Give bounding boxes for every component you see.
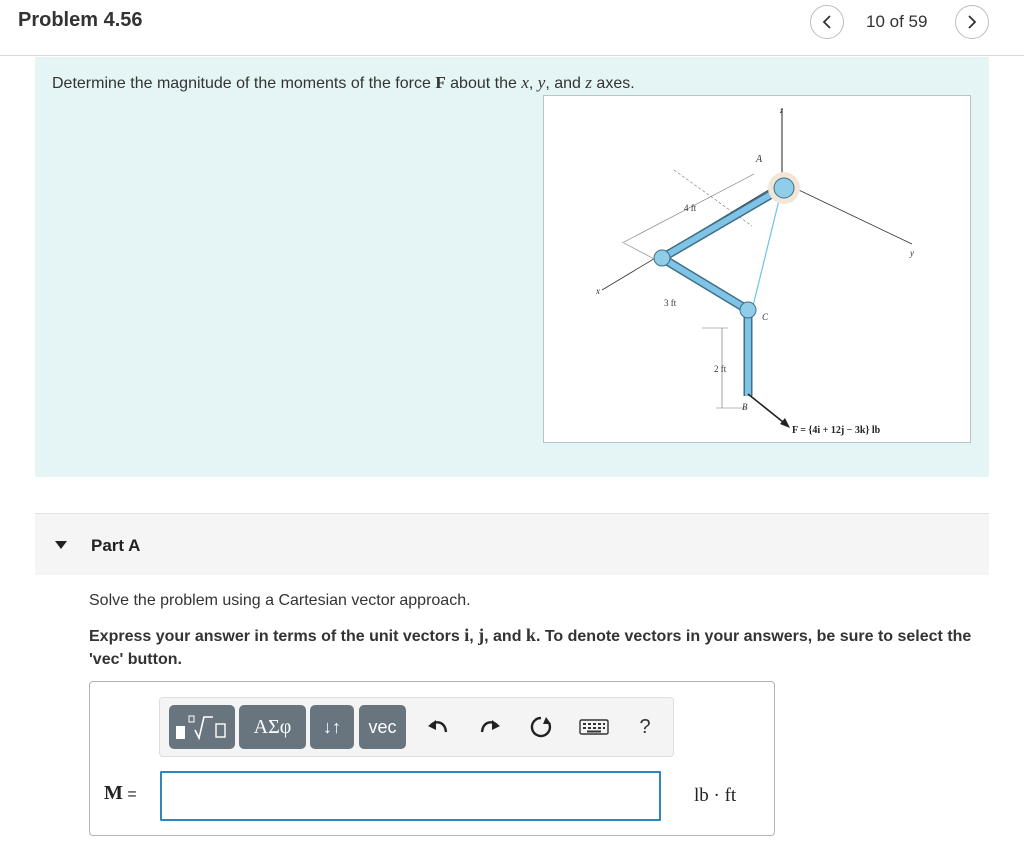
instruction-approach: Solve the problem using a Cartesian vector approach. [89, 592, 471, 609]
point-a-label: A [756, 154, 763, 165]
previous-problem-button[interactable] [810, 5, 844, 39]
math-toolbar [159, 697, 674, 757]
templates-icon [173, 712, 231, 742]
problem-statement-panel [35, 57, 989, 477]
answer-box [89, 681, 775, 836]
problem-counter: 10 of 59 [866, 12, 928, 31]
keyboard-button[interactable] [577, 712, 611, 742]
answer-input[interactable] [160, 771, 661, 821]
y-axis-label: y [910, 248, 914, 258]
redo-button[interactable] [475, 712, 505, 742]
instruction-format: Express your answer in terms of the unit vectors i, j, and k. To denote vectors in your answers, be sure to select the 'vec' button. [89, 625, 972, 668]
greek-symbols-button[interactable]: ΑΣφ [239, 705, 306, 749]
force-vector-label: F = {4i + 12j − 3k} lb [792, 425, 881, 436]
dimension-2ft: 2 ft [714, 364, 727, 374]
undo-button[interactable] [423, 712, 453, 742]
z-axis-label: z [780, 106, 784, 115]
chevron-right-icon [966, 15, 978, 29]
problem-prompt: Determine the magnitude of the moments of the force F about the x, y, and z axes. [52, 73, 635, 92]
part-a-toggle[interactable] [35, 513, 989, 575]
x-axis-label: x [596, 286, 600, 296]
problem-figure [543, 95, 971, 443]
templates-button[interactable] [169, 705, 235, 749]
dimension-4ft: 4 ft [684, 203, 697, 213]
vec-button[interactable]: vec [359, 705, 406, 749]
help-button[interactable]: ? [639, 715, 651, 738]
keyboard-icon [579, 718, 609, 736]
next-problem-button[interactable] [955, 5, 989, 39]
answer-units: lb · ft [694, 785, 737, 806]
caret-down-icon [55, 541, 67, 549]
answer-variable-label: M = [104, 782, 137, 804]
undo-icon [427, 717, 449, 737]
redo-icon [479, 717, 501, 737]
point-b-label: B [742, 402, 748, 412]
subscript-superscript-button[interactable]: ↓↑ [310, 705, 354, 749]
point-c-label: C [762, 312, 769, 322]
dimension-3ft: 3 ft [664, 298, 677, 308]
chevron-left-icon [821, 15, 833, 29]
pipe-assembly-diagram [544, 96, 972, 444]
problem-title: Problem 4.56 [18, 9, 143, 31]
header [0, 0, 1024, 56]
part-a-label: Part A [91, 536, 141, 555]
reset-button[interactable] [526, 712, 556, 742]
reset-icon [529, 715, 553, 739]
